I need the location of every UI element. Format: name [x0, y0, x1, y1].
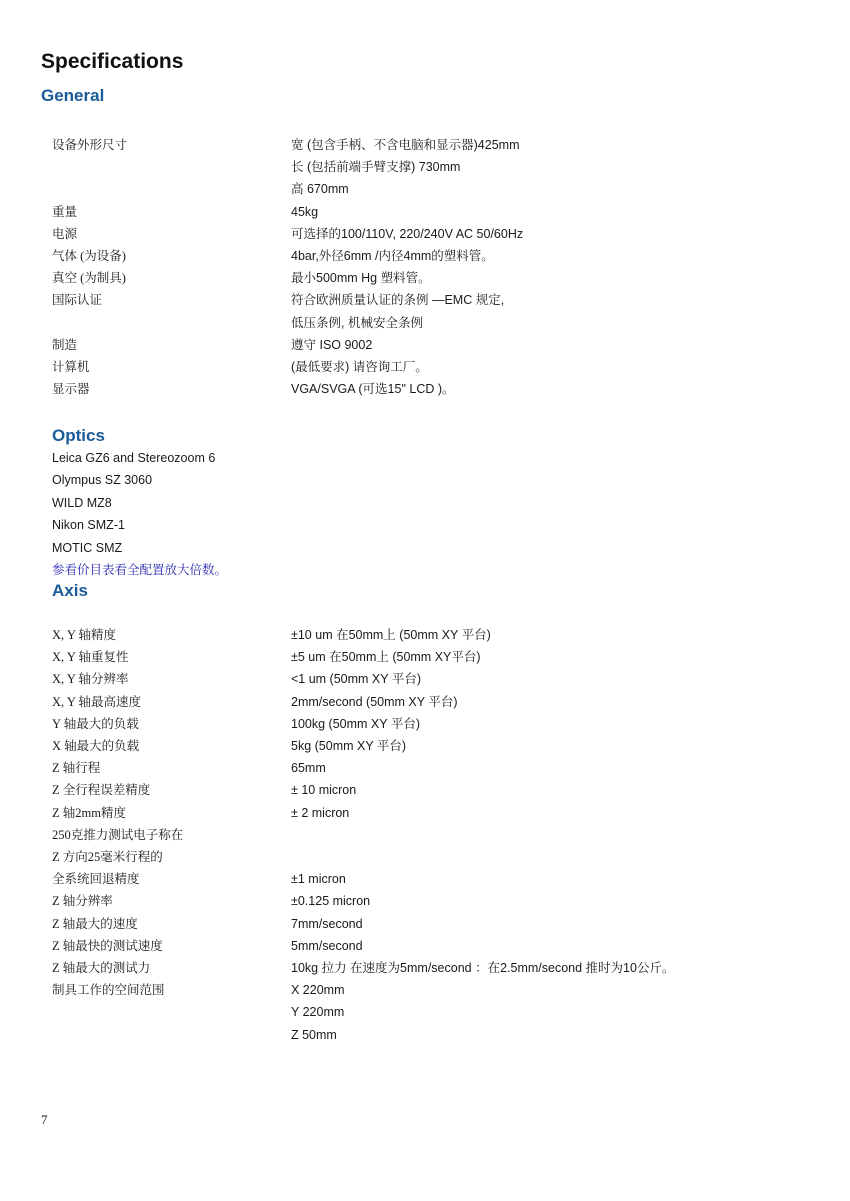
spec-label: 250克推力测试电子称在: [52, 827, 184, 842]
spec-row: [0, 868, 850, 890]
spec-row: [0, 779, 850, 801]
spec-row: [0, 156, 850, 178]
spec-value: X 220mm: [291, 983, 345, 998]
spec-row: [0, 713, 850, 735]
optics-heading: Optics: [52, 426, 105, 445]
page-title: Specifications: [41, 50, 184, 73]
spec-label: X, Y 轴重复性: [52, 650, 129, 665]
spec-value: 10kg 拉力 在速度为5mm/second ：在2.5mm/second 推时为10公斤。: [291, 961, 675, 975]
spec-value: ±0.125 micron: [291, 894, 371, 909]
spec-row: [0, 757, 850, 779]
spec-label: 国际认证: [52, 293, 103, 308]
optics-item: Olympus SZ 3060: [52, 473, 153, 488]
spec-label: Z 全行程误差精度: [52, 783, 151, 798]
spec-label: Z 方向25毫米行程的: [52, 850, 163, 864]
spec-label: Z 轴最大的速度: [52, 916, 138, 931]
spec-label: 气体 (为设备): [52, 249, 126, 263]
spec-row: [0, 1024, 850, 1046]
optics-item: Nikon SMZ-1: [52, 518, 125, 533]
spec-row: [0, 245, 850, 267]
spec-value: <1 um (50mm XY 平台): [291, 672, 422, 687]
spec-label: 电源: [52, 226, 78, 241]
spec-value: ± 10 micron: [291, 783, 357, 798]
spec-row: [0, 646, 850, 668]
spec-label: 制造: [52, 337, 78, 352]
spec-row: [0, 289, 850, 311]
spec-value: VGA/SVGA (可选15" LCD )。: [291, 382, 455, 397]
spec-row: [0, 824, 850, 846]
optics-item: Leica GZ6 and Stereozoom 6: [52, 451, 216, 465]
spec-row: [0, 846, 850, 868]
spec-value: 5kg (50mm XY 平台): [291, 739, 407, 753]
spec-label: 重量: [52, 204, 78, 219]
spec-label: Z 轴行程: [52, 761, 101, 776]
spec-value: 45kg: [291, 204, 319, 219]
general-heading: General: [41, 86, 105, 105]
spec-label: Y 轴最大的负载: [52, 716, 139, 731]
spec-label: X, Y 轴分辨率: [52, 672, 129, 687]
spec-row: [0, 1001, 850, 1023]
optics-item: WILD MZ8: [52, 495, 112, 510]
spec-value: 2mm/second (50mm XY 平台): [291, 694, 458, 709]
spec-row: [0, 691, 850, 713]
spec-row: [0, 957, 850, 979]
spec-row: [0, 979, 850, 1001]
spec-label: 全系统回退精度: [52, 872, 140, 887]
spec-value: ± 2 micron: [291, 805, 350, 820]
spec-row: [0, 913, 850, 935]
spec-value: ±10 um 在50mm上 (50mm XY 平台): [291, 628, 491, 642]
spec-row: [0, 890, 850, 912]
optics-item: MOTIC SMZ: [52, 540, 123, 555]
spec-row: [0, 802, 850, 824]
spec-label: Z 轴分辨率: [52, 894, 113, 909]
spec-value: 100kg (50mm XY 平台): [291, 716, 420, 731]
spec-row: [0, 334, 850, 356]
spec-value: 可选择的100/110V, 220/240V AC 50/60Hz: [291, 226, 524, 241]
spec-row: [0, 312, 850, 334]
spec-row: [0, 356, 850, 378]
spec-label: 真空 (为制具): [52, 271, 126, 286]
spec-label: X 轴最大的负载: [52, 739, 140, 753]
spec-row: [0, 378, 850, 400]
spec-value: Y 220mm: [291, 1005, 345, 1020]
spec-value: ±5 um 在50mm上 (50mm XY平台): [291, 650, 481, 665]
spec-value: 长 (包括前端手臂支撑) 730mm: [291, 160, 461, 175]
spec-value: 符合欧洲质量认证的条例 —EMC 规定,: [291, 293, 505, 308]
spec-label: Z 轴最大的测试力: [52, 961, 151, 975]
spec-value: 65mm: [291, 761, 326, 776]
spec-value: 4bar,外径6mm /内径4mm的塑料管。: [291, 249, 494, 263]
page-number: 7: [41, 1112, 48, 1127]
spec-row: [0, 223, 850, 245]
optics-note: 参看价目表看全配置放大倍数。: [52, 562, 228, 577]
axis-heading: Axis: [52, 581, 88, 600]
spec-row: [0, 935, 850, 957]
spec-label: X, Y 轴最高速度: [52, 694, 142, 709]
spec-value: 遵守 ISO 9002: [291, 337, 373, 352]
optics-list: [52, 447, 227, 581]
spec-value: (最低要求) 请咨询工厂。: [291, 360, 428, 374]
spec-value: 低压条例, 机械安全条例: [291, 315, 423, 330]
spec-label: 制具工作的空间范围: [52, 983, 165, 998]
spec-label: Z 轴最快的测试速度: [52, 938, 163, 953]
spec-row: [0, 624, 850, 646]
spec-value: 7mm/second: [291, 916, 363, 931]
spec-value: Z 50mm: [291, 1027, 337, 1042]
spec-label: 显示器: [52, 382, 90, 397]
spec-value: 5mm/second: [291, 938, 363, 953]
spec-value: 高 670mm: [291, 182, 349, 197]
spec-value: 宽 (包含手柄、不含电脑和显示器)425mm: [291, 138, 520, 152]
spec-row: [0, 134, 850, 156]
spec-label: X, Y 轴精度: [52, 628, 117, 642]
spec-row: [0, 201, 850, 223]
spec-row: [0, 178, 850, 200]
spec-row: [0, 267, 850, 289]
spec-label: Z 轴2mm精度: [52, 805, 126, 820]
spec-label: 设备外形尺寸: [52, 138, 128, 152]
spec-row: [0, 735, 850, 757]
spec-label: 计算机: [52, 360, 90, 374]
spec-value: ±1 micron: [291, 872, 346, 887]
spec-value: 最小500mm Hg 塑料管。: [291, 271, 431, 286]
spec-row: [0, 668, 850, 690]
